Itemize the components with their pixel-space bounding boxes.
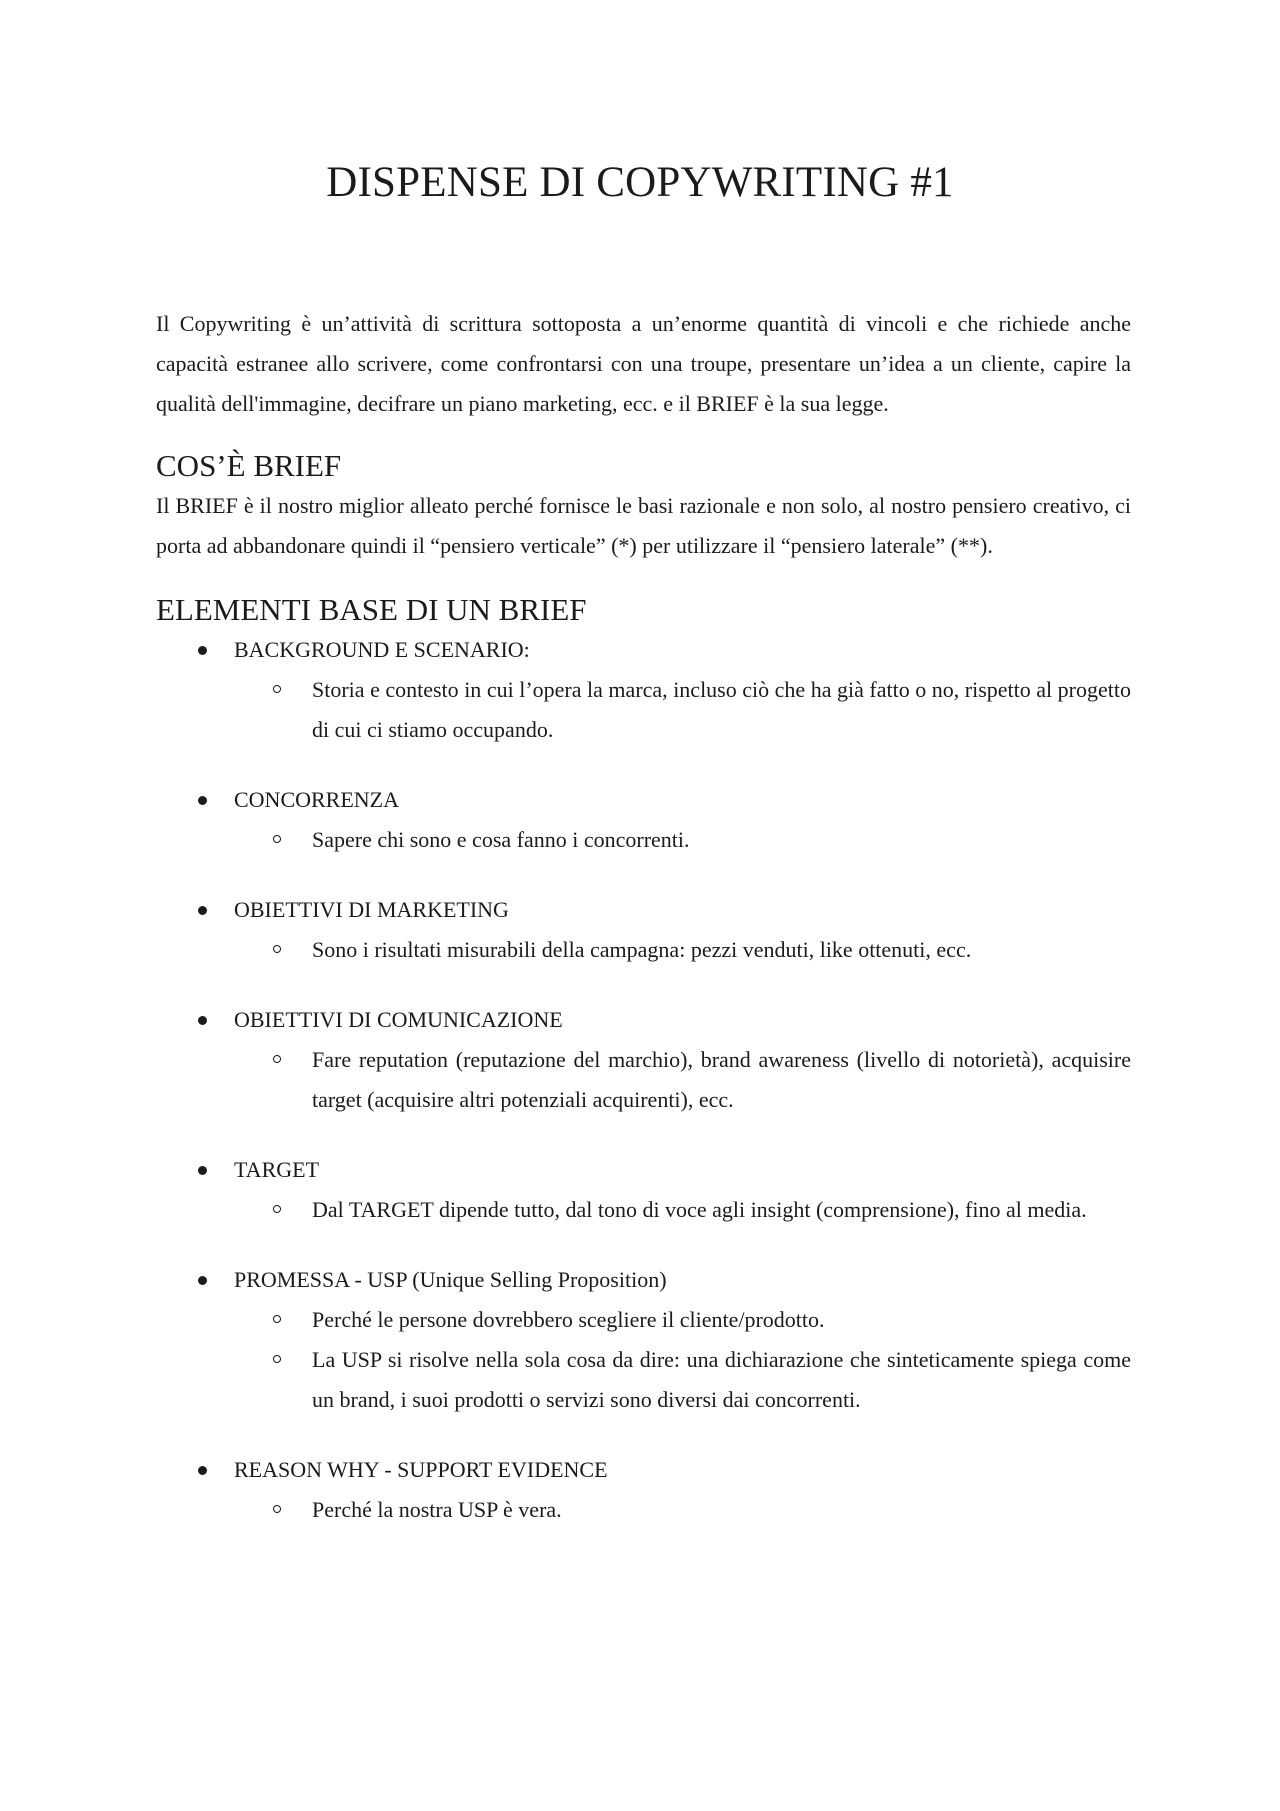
section-heading-elements: ELEMENTI BASE DI UN BRIEF — [156, 592, 587, 627]
sub-list-item: La USP si risolve nella sola cosa da dire: una dichiarazione che sinteticamente spiega come un brand, i suoi prodotti o servizi sono diversi dai concorrenti. — [156, 1340, 1131, 1420]
sub-list-item: Sono i risultati misurabili della campagna: pezzi venduti, like ottenuti, ecc. — [156, 930, 1131, 970]
circle-bullet-icon — [273, 1055, 281, 1063]
bullet-icon — [198, 1166, 207, 1175]
bullet-icon — [198, 1016, 207, 1025]
list-item — [156, 1000, 1131, 1120]
bullet-icon — [198, 646, 207, 655]
sub-list-item: Perché la nostra USP è vera. — [156, 1490, 1131, 1530]
sub-list-item: Storia e contesto in cui l’opera la marca, incluso ciò che ha già fatto o no, rispetto al progetto di cui ci stiamo occupando. — [156, 670, 1131, 750]
list-item — [156, 890, 1131, 970]
sub-list-item: Perché le persone dovrebbero scegliere il cliente/prodotto. — [156, 1300, 1131, 1340]
bullet-icon — [198, 796, 207, 805]
circle-bullet-icon — [273, 1315, 281, 1323]
item-label: REASON WHY - SUPPORT EVIDENCE — [234, 1457, 608, 1482]
sub-list-item: Dal TARGET dipende tutto, dal tono di voce agli insight (comprensione), fino al media. — [156, 1190, 1131, 1230]
circle-bullet-icon — [273, 685, 281, 693]
document-body — [156, 304, 1131, 1560]
circle-bullet-icon — [273, 1355, 281, 1363]
circle-bullet-icon — [273, 945, 281, 953]
bullet-icon — [198, 1276, 207, 1285]
circle-bullet-icon — [273, 835, 281, 843]
list-item — [156, 1450, 1131, 1530]
section-heading-brief: COS’È BRIEF — [156, 448, 342, 483]
item-label: PROMESSA - USP (Unique Selling Proposition) — [234, 1267, 667, 1292]
item-label: TARGET — [234, 1157, 320, 1182]
item-label: OBIETTIVI DI COMUNICAZIONE — [234, 1007, 563, 1032]
item-label: BACKGROUND E SCENARIO: — [234, 637, 530, 662]
item-label: CONCORRENZA — [234, 787, 400, 812]
circle-bullet-icon — [273, 1205, 281, 1213]
bullet-icon — [198, 906, 207, 915]
bullet-icon — [198, 1466, 207, 1475]
sub-list-item: Fare reputation (reputazione del marchio), brand awareness (livello di notorietà), acquisire target (acquisire altri potenziali acquirenti), ecc. — [156, 1040, 1131, 1120]
brief-paragraph: Il BRIEF è il nostro miglior alleato perché fornisce le basi razionale e non solo, al nostro pensiero creativo, ci porta ad abbandonare quindi il “pensiero verticale” (*) per utilizzare il “pensiero laterale” (**). — [156, 493, 1131, 558]
brief-elements-list — [156, 630, 1131, 1530]
intro-paragraph: Il Copywriting è un’attività di scrittura sottoposta a un’enorme quantità di vincoli e che richiede anche capacità estranee allo scrivere, come confrontarsi con una troupe, presentare un’idea a un cliente, capire la qualità dell'immagine, decifrare un piano marketing, ecc. e il BRIEF è la sua legge. — [156, 311, 1131, 416]
list-item — [156, 630, 1131, 750]
sub-list-item: Sapere chi sono e cosa fanno i concorrenti. — [156, 820, 1131, 860]
list-item — [156, 780, 1131, 860]
circle-bullet-icon — [273, 1505, 281, 1513]
item-label: OBIETTIVI DI MARKETING — [234, 897, 509, 922]
list-item — [156, 1150, 1131, 1230]
list-item — [156, 1260, 1131, 1420]
document-title: DISPENSE DI COPYWRITING #1 — [326, 159, 954, 206]
